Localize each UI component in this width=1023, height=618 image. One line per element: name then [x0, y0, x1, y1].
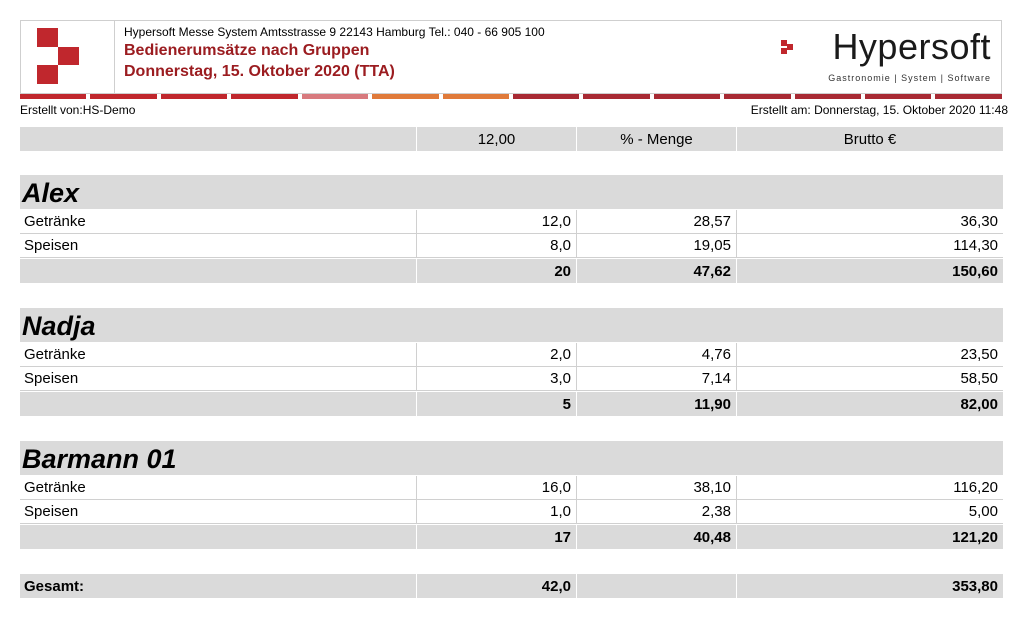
- header-cell-menge: 12,00: [417, 127, 577, 151]
- header-text: [124, 25, 545, 82]
- total-brutto: 121,20: [952, 528, 998, 546]
- grand-total-row: [20, 574, 1003, 598]
- row-label: Speisen: [20, 500, 417, 523]
- stripe-segment: [935, 94, 1001, 99]
- stripe-segment: [90, 94, 156, 99]
- stripe-segment: [443, 94, 509, 99]
- header-divider: [114, 21, 115, 93]
- total-percent: 11,90: [577, 392, 737, 416]
- brand-name: Hypersoft: [832, 26, 991, 67]
- total-percent: 47,62: [577, 259, 737, 283]
- row-percent: 4,76: [577, 343, 737, 366]
- row-brutto: 36,30: [960, 213, 998, 230]
- group-total-row: [20, 525, 1003, 549]
- group-name-row: [20, 308, 1003, 342]
- row-brutto: 58,50: [960, 370, 998, 387]
- row-label: Speisen: [20, 234, 417, 257]
- row-menge: 1,0: [417, 500, 577, 523]
- row-label: Getränke: [20, 343, 417, 366]
- group-name-row: [20, 441, 1003, 475]
- stripe-segment: [20, 94, 86, 99]
- table-row: [20, 343, 1003, 367]
- total-label: [20, 259, 417, 283]
- brand-tagline: Gastronomie | System | Software: [828, 73, 991, 83]
- row-label: Getränke: [20, 476, 417, 499]
- row-brutto: 114,30: [953, 237, 998, 254]
- total-label: [20, 525, 417, 549]
- stripe-segment: [583, 94, 649, 99]
- created-at: Erstellt am: Donnerstag, 15. Oktober 2020 11:48: [750, 103, 1008, 117]
- stripe-segment: [302, 94, 368, 99]
- group-name-row: [20, 175, 1003, 209]
- table-row: [20, 210, 1003, 234]
- total-brutto: 150,60: [952, 262, 998, 280]
- group-name: Nadja: [22, 311, 96, 341]
- group-name: Alex: [22, 178, 80, 208]
- table-row: [20, 476, 1003, 500]
- header-cell-brutto: Brutto €: [843, 130, 897, 148]
- row-percent: 7,14: [577, 367, 737, 390]
- stripe-segment: [161, 94, 227, 99]
- row-percent: 19,05: [577, 234, 737, 257]
- header-cell-percent: % - Menge: [577, 127, 737, 151]
- row-label: Speisen: [20, 367, 417, 390]
- row-menge: 2,0: [417, 343, 577, 366]
- grand-total-brutto: 353,80: [952, 577, 998, 595]
- row-brutto: 5,00: [968, 503, 998, 520]
- company-logo-icon: [37, 28, 79, 84]
- brand-arrow-icon: [781, 39, 797, 55]
- header-cell-label: [20, 127, 417, 151]
- grand-total-label: Gesamt:: [20, 574, 417, 598]
- row-menge: 3,0: [417, 367, 577, 390]
- stripe-segment: [724, 94, 790, 99]
- color-stripe-bar: [20, 94, 1002, 100]
- group-total-row: [20, 392, 1003, 416]
- stripe-segment: [654, 94, 720, 99]
- total-menge: 5: [417, 392, 577, 416]
- grand-total-percent: [577, 574, 737, 598]
- row-label: Getränke: [20, 210, 417, 233]
- row-percent: 2,38: [577, 500, 737, 523]
- row-percent: 28,57: [577, 210, 737, 233]
- stripe-segment: [372, 94, 438, 99]
- row-menge: 16,0: [417, 476, 577, 499]
- group-total-row: [20, 259, 1003, 283]
- stripe-segment: [865, 94, 931, 99]
- created-by: Erstellt von:HS-Demo: [20, 103, 136, 117]
- table-row: [20, 367, 1003, 391]
- stripe-segment: [231, 94, 297, 99]
- row-brutto: 116,20: [953, 479, 998, 496]
- stripe-segment: [513, 94, 579, 99]
- total-brutto: 82,00: [960, 395, 998, 413]
- table-row: [20, 234, 1003, 258]
- row-brutto: 23,50: [960, 346, 998, 363]
- report-date: Donnerstag, 15. Oktober 2020 (TTA): [124, 63, 395, 80]
- group-name: Barmann 01: [22, 444, 177, 474]
- total-menge: 20: [417, 259, 577, 283]
- total-label: [20, 392, 417, 416]
- total-menge: 17: [417, 525, 577, 549]
- report-title: Bedienerumsätze nach Gruppen: [124, 42, 370, 59]
- grand-total-menge: 42,0: [417, 574, 577, 598]
- row-menge: 8,0: [417, 234, 577, 257]
- report-header: [20, 20, 1002, 94]
- table-header-row: [20, 127, 1003, 151]
- row-menge: 12,0: [417, 210, 577, 233]
- brand-logo: [781, 27, 991, 87]
- company-address: Hypersoft Messe System Amtsstrasse 9 22143 Hamburg Tel.: 040 - 66 905 100: [124, 25, 545, 39]
- report-table: [20, 127, 1003, 602]
- total-percent: 40,48: [577, 525, 737, 549]
- table-row: [20, 500, 1003, 524]
- row-percent: 38,10: [577, 476, 737, 499]
- stripe-segment: [795, 94, 861, 99]
